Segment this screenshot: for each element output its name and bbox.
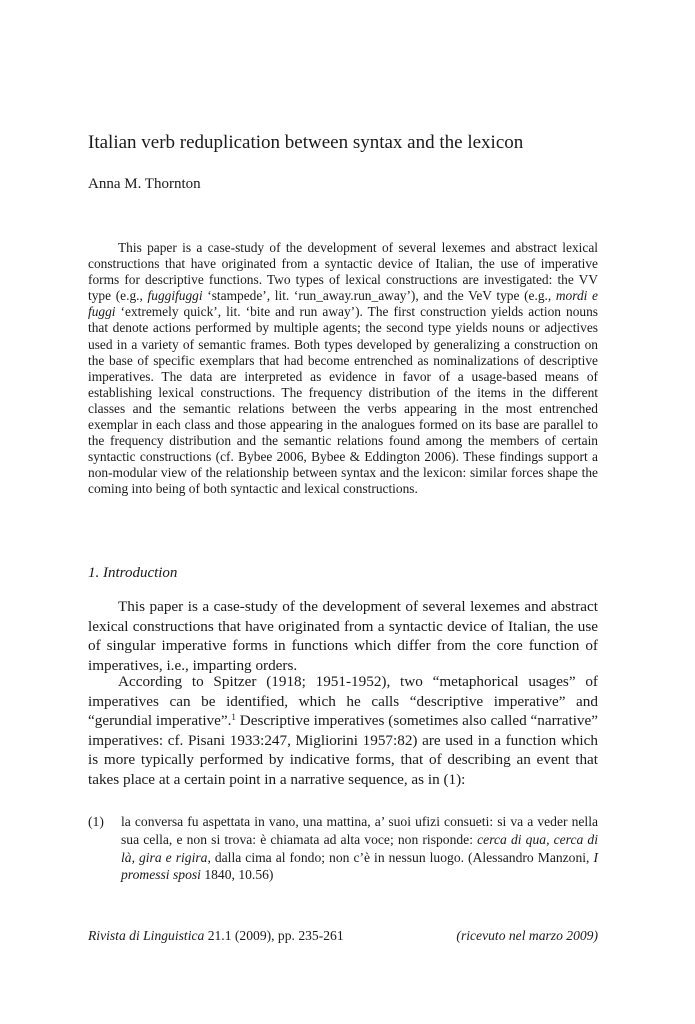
example-term: fuggifuggi xyxy=(147,288,203,304)
author-name: Anna M. Thornton xyxy=(88,176,201,192)
paper-title: Italian verb reduplication between syntax and the lexicon xyxy=(88,132,524,153)
section-heading: 1. Introduction xyxy=(88,565,178,581)
abstract xyxy=(88,240,598,498)
footnote-marker[interactable]: 1 xyxy=(231,712,236,723)
example-segment: 1840, 10.56) xyxy=(200,867,274,883)
example-segment: , dalla cima al fondo; non c’è in nessun luogo. (Alessandro Manzoni, xyxy=(207,849,594,865)
journal-name: Rivista di Linguistica xyxy=(88,928,205,943)
abstract-text: ‘stampede’, lit. ‘run_away.run_away’), and the VeV type (e.g., xyxy=(202,288,556,304)
example-text xyxy=(121,813,598,884)
journal-citation xyxy=(88,927,344,945)
paragraph-text: According to Spitzer (1918; 1951-1952), two “metaphorical usages” of imperatives can be identified, which he calls “descriptive imperative” and “gerundial imperative”. xyxy=(88,673,598,730)
example-segment: la conversa fu aspettata in vano, una mattina, a’ suoi ufizi consueti: si va a veder nella sua cella, e non si trova: è chiamata ad alta voce; non risponde: xyxy=(121,814,598,847)
abstract-text: This paper is a case-study of the development of several lexemes and abstract lexical constructions that have originated from a syntactic device of Italian, the use of imperative forms for descriptive functions. Two types of lexical constructions are investigated: the VV type (e.g., xyxy=(88,240,598,304)
book-title: I promessi sposi xyxy=(121,849,598,883)
intro-paragraph: This paper is a case-study of the development of several lexemes and abstract lexical constructions that have originated from a syntactic device of Italian, the use of singular imperative forms in functions which differ from the core function of imperatives, i.e., imparting orders. xyxy=(88,598,598,674)
example-number: (1) xyxy=(88,814,104,829)
paragraph-text: Descriptive imperatives (sometimes also called “narrative” imperatives: cf. Pisani 1933:247, Migliorini 1957:82) are used in a function which is more typically performed by indicative forms, that of describing an event that takes place at a certain point in a narrative sequence, as in (1): xyxy=(88,712,598,788)
citation-details: 21.1 (2009), pp. 235-261 xyxy=(204,928,344,943)
example-term: mordi e fuggi xyxy=(88,288,598,320)
abstract-text: ‘extremely quick’, lit. ‘bite and run away’). The first construction yields action nouns that denote actions performed by multiple agents; the second type yields nouns or adjectives used in a variety of semantic frames. Both types developed by generalizing a construction on the base of specific exemplars that had become entrenched as nominalizations of descriptive imperatives. The data are interpreted as evidence in favor of a usage-based means of establishing lexical constructions. The frequency distribution of the items in the different classes and the semantic relations between the verbs appearing in the most entrenched exemplar in each class and those appearing in the analogues formed on its base are parallel to the frequency distribution and the semantic relations found among the members of certain syntactic constructions (cf. Bybee 2006, Bybee & Eddington 2006). These findings support a non-modular view of the relationship between syntax and the lexicon: similar forces shape the coming into being of both syntactic and lexical constructions. xyxy=(88,304,598,497)
example-italic: cerca di qua, cerca di là, gira e rigira xyxy=(121,831,598,865)
example-block xyxy=(88,813,598,884)
received-date: (ricevuto nel marzo 2009) xyxy=(456,928,598,943)
intro-paragraph xyxy=(88,672,598,790)
